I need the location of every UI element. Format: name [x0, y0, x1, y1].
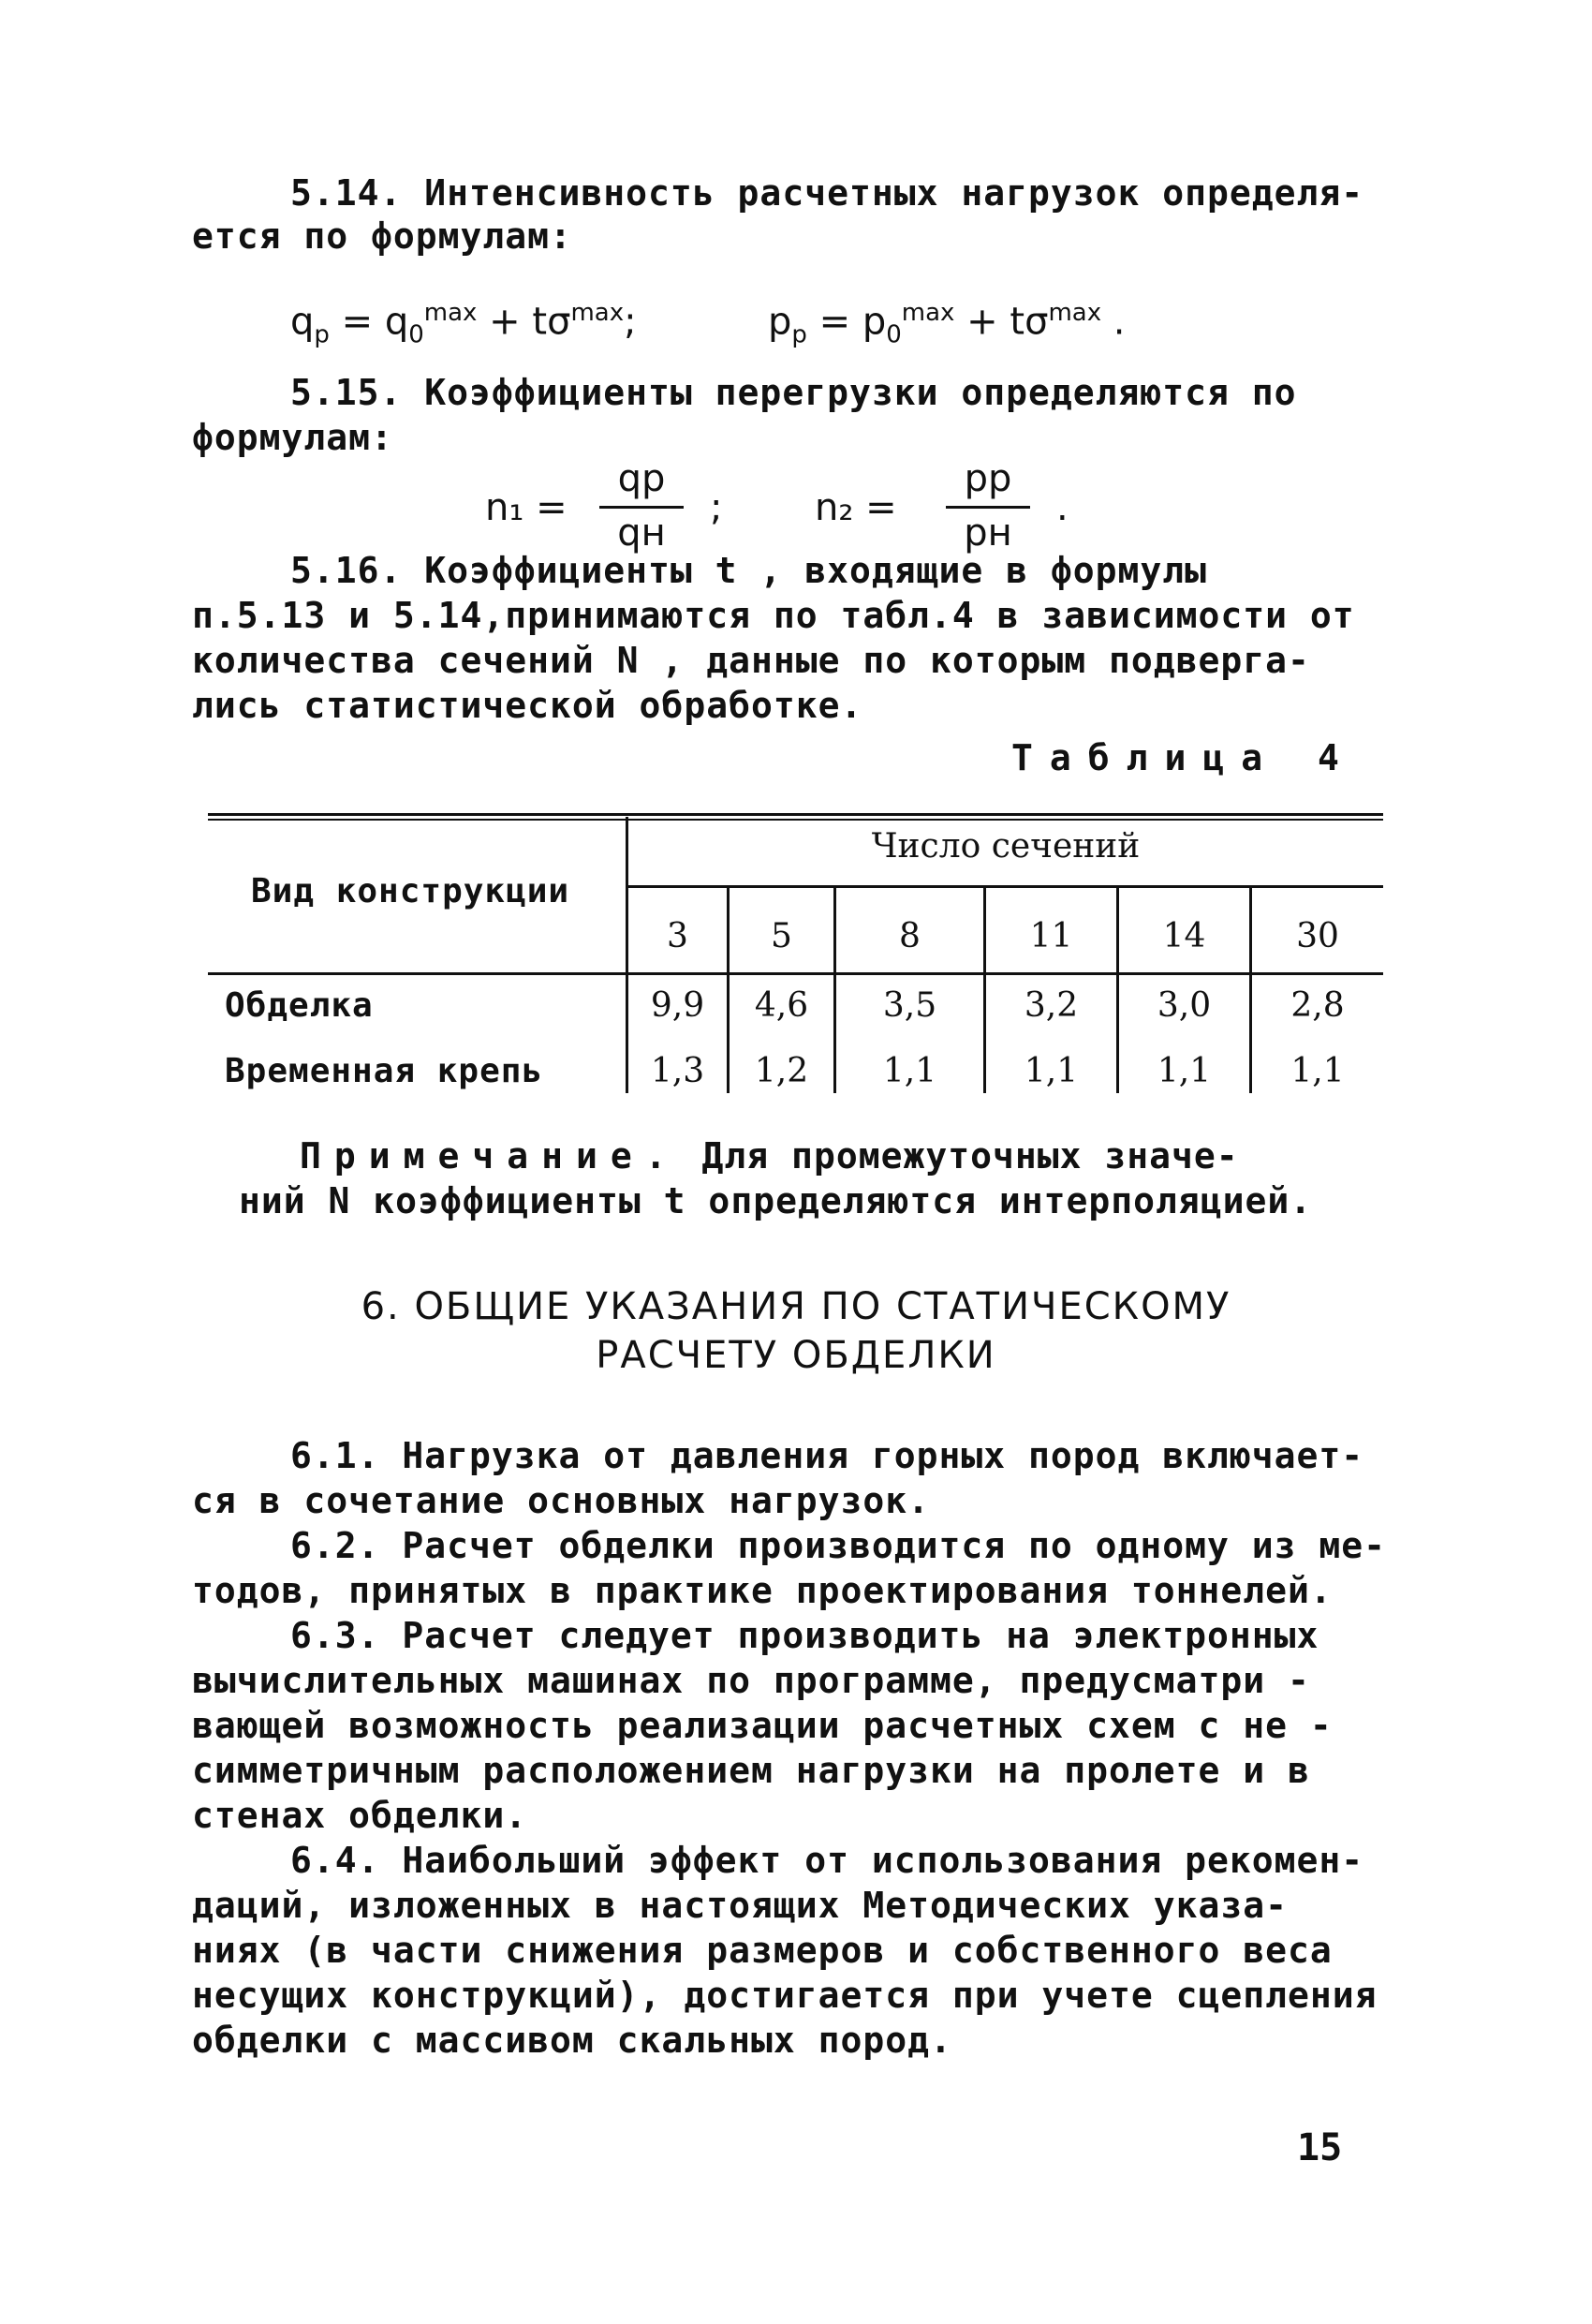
- note-text: Для промежуточных значе-: [679, 1135, 1239, 1177]
- table-header-type: Вид конструкции: [251, 872, 570, 910]
- table-col-header: 11: [1029, 917, 1073, 955]
- para-5-16-line-4: лись статистической обработке.: [192, 685, 863, 726]
- table-cell: 1,2: [754, 1052, 809, 1090]
- formula-pp: $p_р = p_0^{max} + t\sigma^{max}$ .: [768, 299, 1126, 349]
- para-5-16-line-3: количества сечений N , данные по которым подверга-: [192, 640, 1310, 681]
- para-6-4-line-4: несущих конструкций), достигается при учете сцепления: [192, 1975, 1378, 2016]
- n2-numerator: pр: [964, 457, 1012, 500]
- formula-qp: $q_р = q_0^{max} + t\sigma^{max}$;: [290, 299, 637, 349]
- table-col-header: 30: [1296, 917, 1339, 955]
- n1-fraction-bar: [599, 506, 684, 509]
- para-6-3-line-4: симметричным расположением нагрузки на пролете и в: [192, 1750, 1310, 1791]
- n2-fraction-bar: [946, 506, 1030, 509]
- formula-end: .: [1056, 486, 1069, 529]
- n1-fraction: [599, 457, 684, 560]
- para-6-4-line-5: обделки с массивом скальных пород.: [192, 2020, 952, 2061]
- para-6-1-line-1: 6.1. Нагрузка от давления горных пород включает-: [290, 1435, 1364, 1476]
- para-6-4-line-1: 6.4. Наибольший эффект от использования рекомен-: [290, 1840, 1364, 1881]
- n2-label: n₂ =: [815, 486, 897, 529]
- table-cell: 3,2: [1024, 986, 1079, 1025]
- para-5-15-line-2: формулам:: [192, 417, 393, 458]
- para-6-3-line-5: стенах обделки.: [192, 1795, 528, 1836]
- para-5-14-line-1: 5.14. Интенсивность расчетных нагрузок определя-: [290, 172, 1364, 214]
- n1-label: n₁ =: [485, 486, 568, 529]
- table-cell: 9,9: [650, 986, 705, 1025]
- n1-denominator: qн: [617, 511, 666, 555]
- table-col-header: 8: [899, 917, 921, 955]
- table-cell: 1,1: [1157, 1052, 1212, 1090]
- table-caption: Таблица 4: [1011, 737, 1356, 778]
- formula-separator: ;: [710, 486, 723, 529]
- para-6-1-line-2: ся в сочетание основных нагрузок.: [192, 1480, 930, 1521]
- table-header-rule: [208, 972, 1383, 975]
- para-5-14-line-2: ется по формулам:: [192, 215, 572, 257]
- section-heading-line-1: 6. ОБЩИЕ УКАЗАНИЯ ПО СТАТИЧЕСКОМУ: [361, 1285, 1231, 1328]
- para-6-3-line-3: вающей возможность реализации расчетных схем с не -: [192, 1705, 1333, 1746]
- table-top-rule-2: [208, 819, 1383, 821]
- table-group-rule: [626, 885, 1383, 888]
- table-cell: 1,1: [882, 1052, 937, 1090]
- table-cell: 1,1: [1290, 1052, 1345, 1090]
- para-6-2-line-1: 6.2. Расчет обделки производится по одному из ме-: [290, 1525, 1387, 1566]
- note-line-2: ний N коэффициенты t определяются интерполяцией.: [239, 1180, 1313, 1221]
- table-row-label: Обделка: [225, 986, 374, 1025]
- para-5-16-line-2: п.5.13 и 5.14,принимаются по табл.4 в зависимости от: [192, 595, 1355, 636]
- table-col-header: 3: [667, 917, 688, 955]
- para-6-2-line-2: тодов, принятых в практике проектирования тоннелей.: [192, 1570, 1333, 1611]
- n2-fraction: [946, 457, 1030, 560]
- section-heading-line-2: РАСЧЕТУ ОБДЕЛКИ: [596, 1334, 996, 1377]
- table-cell: 1,1: [1024, 1052, 1079, 1090]
- table-cell: 2,8: [1290, 986, 1345, 1025]
- note-line-1: [300, 1133, 1239, 1178]
- table-top-rule: [208, 813, 1383, 816]
- para-6-3-line-2: вычислительных машинах по программе, предусматри -: [192, 1660, 1310, 1701]
- n2-denominator: pн: [964, 511, 1012, 555]
- table-cell: 1,3: [650, 1052, 705, 1090]
- para-5-16-line-1: 5.16. Коэффициенты t , входящие в формулы: [290, 550, 1207, 591]
- para-6-4-line-3: ниях (в части снижения размеров и собственного веса: [192, 1930, 1333, 1971]
- table-cell: 3,5: [882, 986, 937, 1025]
- table-col-header: 14: [1162, 917, 1206, 955]
- table-row-label: Временная крепь: [225, 1052, 544, 1090]
- table-cell: 4,6: [754, 986, 809, 1025]
- para-6-4-line-2: даций, изложенных в настоящих Методических указа-: [192, 1885, 1289, 1926]
- para-6-3-line-1: 6.3. Расчет следует производить на электронных: [290, 1615, 1319, 1656]
- note-label: Примечание.: [300, 1135, 680, 1177]
- table-header-group: Число сечений: [871, 827, 1141, 866]
- page-number: 15: [1297, 2126, 1343, 2169]
- n1-numerator: qр: [617, 457, 666, 500]
- table-col-header: 5: [771, 917, 792, 955]
- para-5-15-line-1: 5.15. Коэффициенты перегрузки определяются по: [290, 372, 1297, 413]
- table-cell: 3,0: [1157, 986, 1212, 1025]
